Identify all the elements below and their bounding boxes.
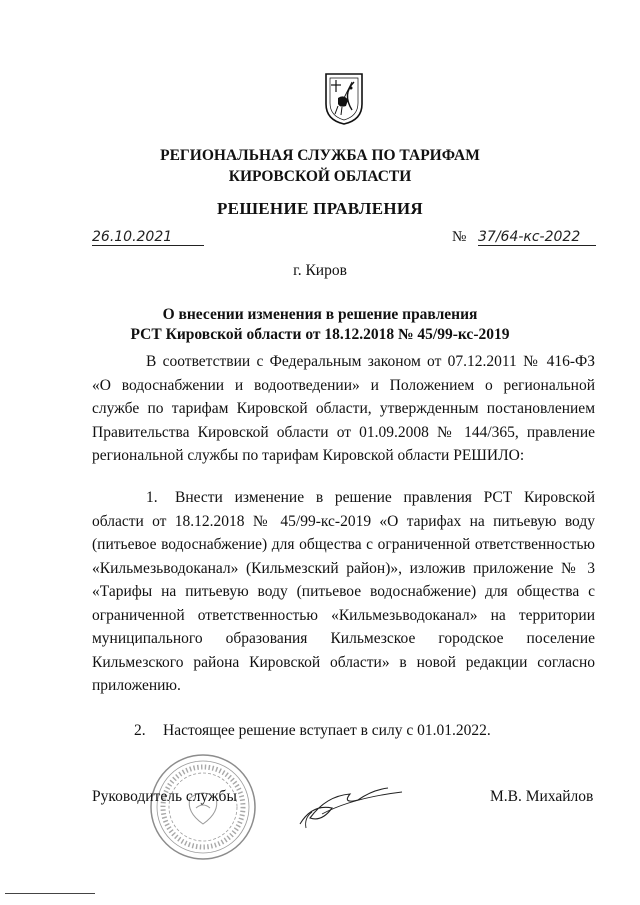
footer-divider <box>5 893 95 894</box>
kirov-coat-of-arms-icon <box>322 70 366 126</box>
signer-role: Руководитель службы <box>92 788 237 805</box>
decision-subject <box>0 305 640 345</box>
decision-number <box>478 229 596 246</box>
decision-number-value: 37/64-кс-2022 <box>478 229 581 245</box>
organization-line-1: РЕГИОНАЛЬНАЯ СЛУЖБА ПО ТАРИФАМ <box>160 147 480 164</box>
signer-name: М.В. Михайлов <box>490 788 594 805</box>
decision-title: РЕШЕНИЕ ПРАВЛЕНИЯ <box>217 199 423 218</box>
decision-item-2 <box>92 719 595 743</box>
item-text: Внести изменение в решение правления РСТ Кировской области от 18.12.2018 № 45/99-кс-2019 «О тарифах на питьевую воду (питьевое водоснабжение) для общества с ограниченной ответственностью «Кильмезьводоканал» (Кильмезский район)», изложив приложение № 3 «Тарифы на питьевую воду (питьевое водоснабжение) для общества с ограниченной ответственностью «Кильмезьводоканал» на территории муниципального образования Кильмезское городское поселение Кильмезского района Кировской области» в новой редакции согласно приложению. <box>92 489 595 694</box>
item-number: 2. <box>134 722 146 739</box>
subject-line-1: О внесении изменения в решение правления <box>162 306 478 323</box>
decision-date-value: 26.10.2021 <box>92 229 173 245</box>
number-sign: № <box>452 229 467 245</box>
preamble-paragraph: В соответствии с Федеральным законом от 07.12.2011 № 416-ФЗ «О водоснабжении и водоотведении» и Положением о региональной службе по тарифам Кировской области, утвержденным постановлением Правительства Кировской области от 01.09.2008 № 144/365, правление региональной службы по тарифам Кировской области РЕШИЛО: <box>92 353 595 464</box>
official-seal-icon <box>148 752 258 862</box>
subject-line-2: РСТ Кировской области от 18.12.2018 № 45/99-кс-2019 <box>130 326 510 343</box>
item-text: Настоящее решение вступает в силу с 01.01.2022. <box>163 722 491 739</box>
item-number: 1. <box>146 489 158 506</box>
organization-name <box>0 145 640 187</box>
organization-line-2: КИРОВСКОЙ ОБЛАСТИ <box>228 168 412 185</box>
decision-item-1 <box>92 486 595 698</box>
decision-date <box>92 229 204 246</box>
handwritten-signature-icon <box>292 774 412 834</box>
city: г. Киров <box>293 262 347 279</box>
